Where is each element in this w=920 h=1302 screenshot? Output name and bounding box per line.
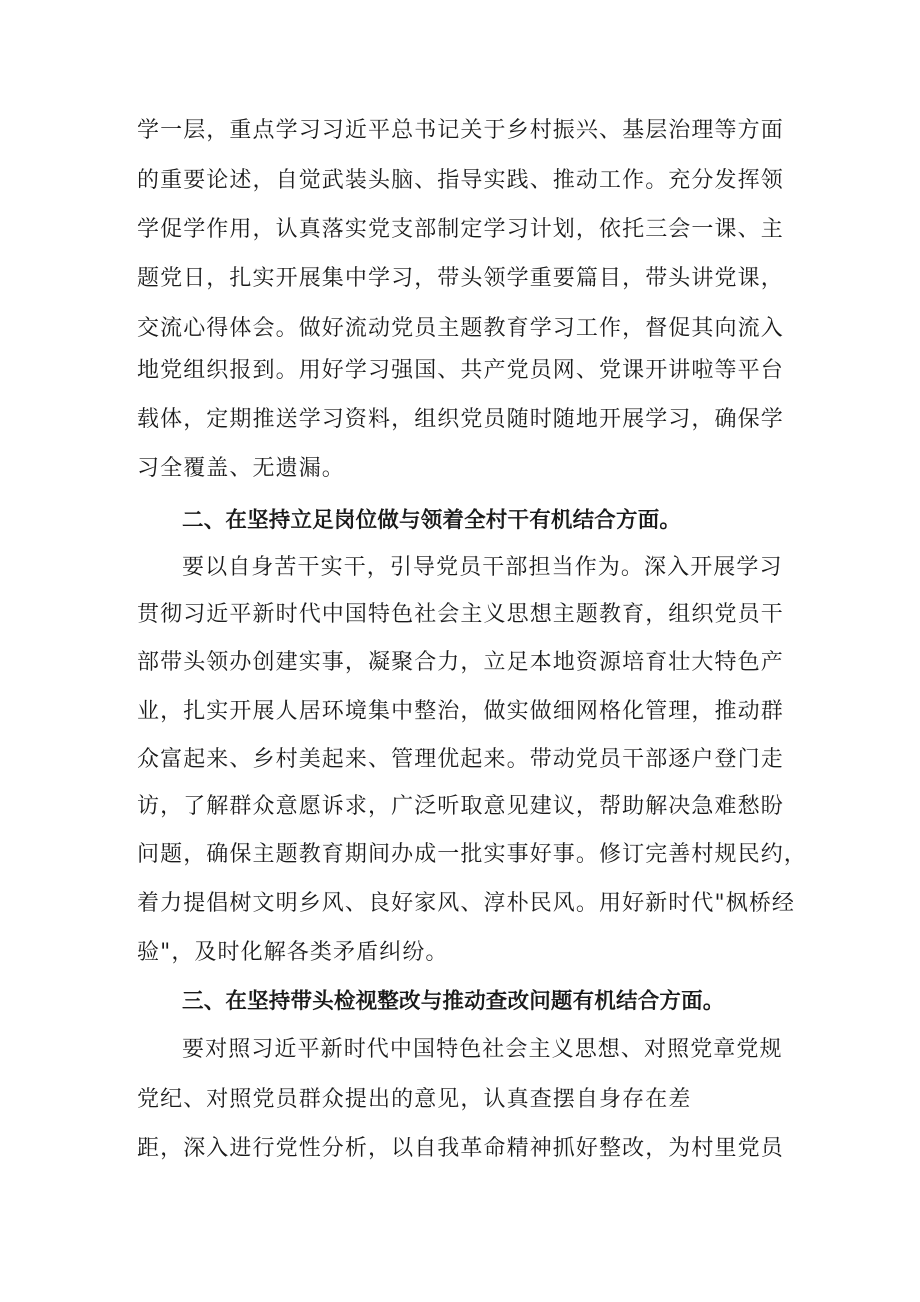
paragraph-line: 载体，定期推送学习资料，组织党员随时随地开展学习，确保学	[137, 407, 784, 432]
paragraph-line: 题党日，扎实开展集中学习，带头领学重要篇目，带头讲党课，	[137, 266, 784, 291]
paragraph-line: 的重要论述，自觉武装头脑、指导实践、推动工作。充分发挥领	[137, 168, 784, 193]
paragraph-line: 党纪、对照党员群众提出的意见，认真查摆自身存在差	[137, 1087, 692, 1112]
paragraph-line: 交流心得体会。做好流动党员主题教育学习工作，督促其向流入	[137, 316, 784, 341]
paragraph-line: 业，扎实开展人居环境集中整治，做实做细网格化管理，推动群	[137, 699, 784, 724]
paragraph-line: 众富起来、乡村美起来、管理优起来。带动党员干部逐户登门走	[137, 747, 784, 772]
paragraph-line: 要以自身苦干实干，引导党员干部担当作为。深入开展学习	[182, 555, 783, 580]
paragraph-line: 部带头领办创建实事，凝聚合力，立足本地资源培育壮大特色产	[137, 650, 784, 675]
paragraph-line: 访，了解群众意愿诉求，广泛听取意见建议，帮助解决急难愁盼	[137, 794, 784, 819]
section-heading-3: 三、在坚持带头检视整改与推动查改问题有机结合方面。	[182, 989, 725, 1014]
paragraph-line: 验"，及时化解各类矛盾纠纷。	[137, 940, 449, 965]
paragraph-line: 习全覆盖、无遗漏。	[137, 456, 345, 481]
paragraph-line: 学促学作用，认真落实党支部制定学习计划，依托三会一课、主	[137, 217, 784, 242]
paragraph-line: 地党组织报到。用好学习强国、共产党员网、党课开讲啦等平台	[137, 358, 784, 383]
paragraph-line: 贯彻习近平新时代中国特色社会主义思想主题教育，组织党员干	[137, 602, 784, 627]
paragraph-line: 问题，确保主题教育期间办成一批实事好事。修订完善村规民约，	[137, 842, 807, 867]
section-heading-2: 二、在坚持立足岗位做与领着全村干有机结合方面。	[182, 508, 682, 533]
paragraph-line: 距，深入进行党性分析，以自我革命精神抓好整改，为村里党员	[137, 1136, 784, 1161]
paragraph-line: 学一层，重点学习习近平总书记关于乡村振兴、基层治理等方面	[137, 118, 784, 143]
paragraph-line: 要对照习近平新时代中国特色社会主义思想、对照党章党规	[182, 1037, 783, 1062]
paragraph-line: 着力提倡树文明乡风、良好家风、淳朴民风。用好新时代"枫桥经	[137, 891, 796, 916]
